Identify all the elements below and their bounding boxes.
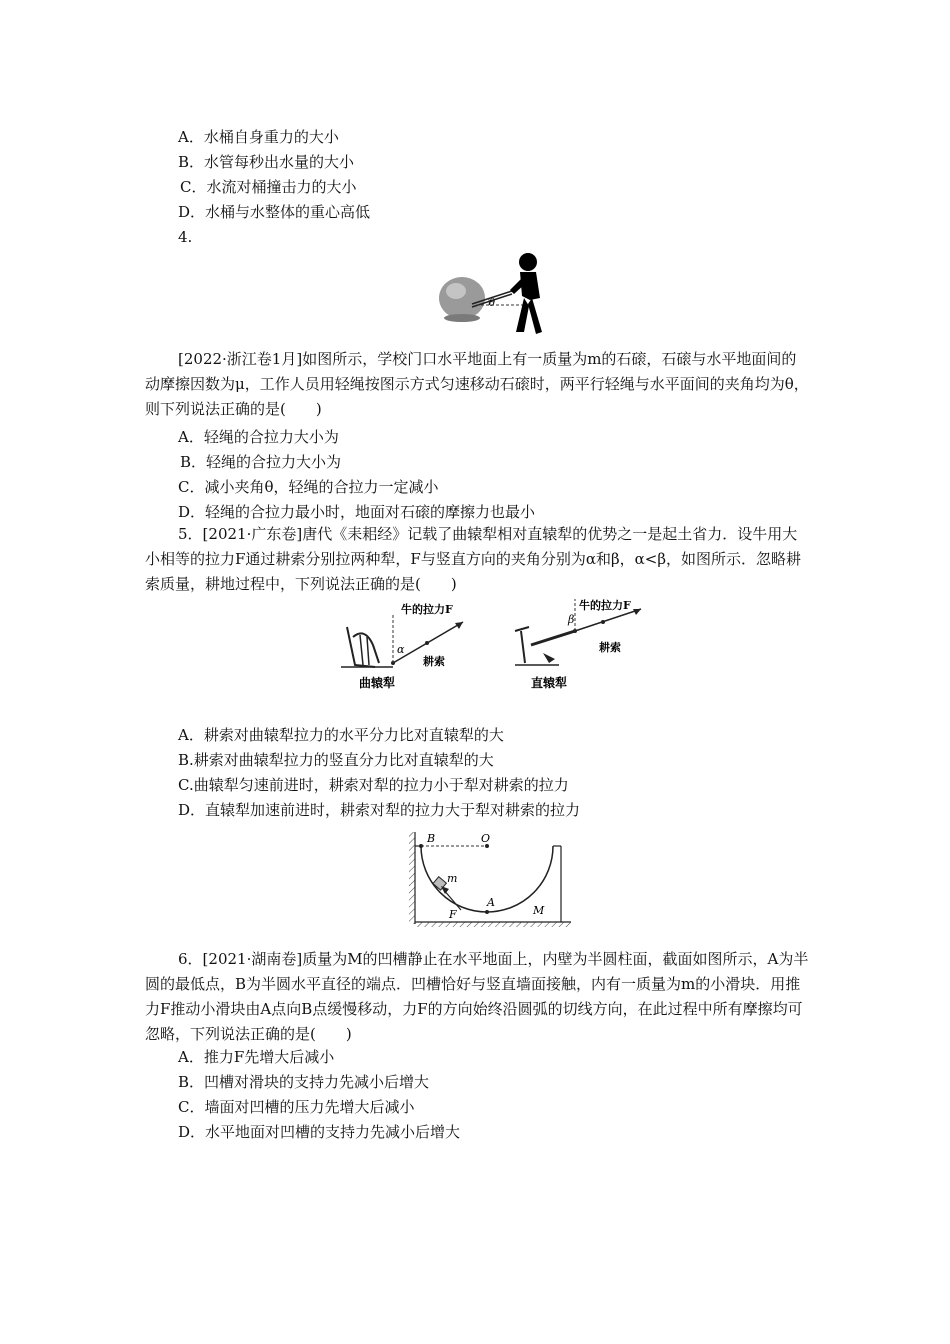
- q5-option-c: C.曲辕犁匀速前进时，耕索对犁的拉力小于犁对耕索的拉力: [178, 776, 569, 794]
- point-a-label: A: [487, 896, 495, 909]
- q6-option-c: C．墙面对凹槽的压力先增大后减小: [178, 1098, 415, 1116]
- straight-plow-diagram: [515, 598, 641, 690]
- q6-option-a: A．推力F先增大后减小: [178, 1048, 335, 1066]
- q4-stem: [2022·浙江卷1月]如图所示，学校门口水平地面上有一质量为m的石磙，石磙与水平地面间的动摩擦因数为μ，工作人员用轻绳按图示方式匀速移动石磙时，两平行轻绳与水平面间的夹角均为θ，则下列说法正确的是( ): [145, 350, 809, 418]
- q4-figure: [432, 248, 550, 338]
- q6-option-d: D．水平地面对凹槽的支持力先减小后增大: [178, 1123, 461, 1141]
- beta-label: β: [568, 613, 575, 626]
- q4-option-b: B．轻绳的合拉力大小为: [180, 453, 342, 471]
- q3-option-a: A．水桶自身重力的大小: [178, 128, 339, 146]
- left-rope-label: 耕索: [423, 655, 445, 668]
- right-rope-label: 耕索: [599, 641, 621, 654]
- curved-plow-diagram: [341, 602, 463, 690]
- wall: [409, 832, 415, 924]
- q4-option-c: C．减小夹角θ，轻绳的合拉力一定减小: [178, 478, 439, 496]
- worker-silhouette: [510, 253, 542, 334]
- right-force-label: 牛的拉力F: [579, 599, 631, 612]
- q5-option-a: A．耕索对曲辕犁拉力的水平分力比对直辕犁的大: [178, 726, 504, 744]
- stone-roller: [439, 277, 485, 319]
- point-b-label: B: [427, 832, 436, 845]
- q3-option-d: D．水桶与水整体的重心高低: [178, 203, 371, 221]
- left-force-label: 牛的拉力F: [401, 603, 453, 616]
- q6-figure: [405, 826, 575, 928]
- q3-option-b: B．水管每秒出水量的大小: [178, 153, 355, 171]
- q6-stem: 6．[2021·湖南卷]质量为M的凹槽静止在水平地面上，内壁为半圆柱面，截面如图所示，A为半圆的最低点，B为半圆水平直径的端点．凹槽恰好与竖直墙面接触，内有一质量为m的小滑块．用推力F推动小滑块由A点向B点缓慢移动，力F的方向始终沿圆弧的切线方向，在此过程中所有摩擦均可忽略，下列说法正确的是( ): [145, 950, 809, 1043]
- curved-plow-caption: 曲辕犁: [359, 676, 396, 690]
- q5-stem: 5．[2021·广东卷]唐代《耒耜经》记载了曲辕犁相对直辕犁的优势之一是起土省力．设牛用大小相等的拉力F通过耕索分别拉两种犁，F与竖直方向的夹角分别为α和β，α<β，如图所示．忽略耕索质量，耕地过程中，下列说法正确的是( ): [145, 525, 801, 593]
- alpha-label: α: [397, 643, 405, 656]
- q5-option-b: B.耕索对曲辕犁拉力的竖直分力比对直辕犁的大: [178, 751, 494, 769]
- mass-m-label: m: [447, 872, 458, 885]
- straight-plow-caption: 直辕犁: [531, 676, 568, 690]
- q4-option-a: A．轻绳的合拉力大小为: [178, 428, 339, 446]
- ground: [415, 922, 571, 927]
- q4-option-d: D．轻绳的合拉力最小时，地面对石磙的摩擦力也最小: [178, 503, 536, 521]
- q6-option-b: B．凹槽对滑块的支持力先减小后增大: [178, 1073, 430, 1091]
- q3-option-c: C．水流对桶撞击力的大小: [180, 178, 357, 196]
- q4-number: 4.: [178, 228, 193, 246]
- point-o-label: O: [481, 832, 491, 845]
- q5-option-d: D．直辕犁加速前进时，耕索对犁的拉力大于犁对耕索的拉力: [178, 801, 581, 819]
- force-f-label: F: [449, 908, 457, 921]
- q5-figure: [335, 597, 660, 697]
- mass-big-m-label: M: [533, 904, 545, 917]
- q4-theta-label: θ: [489, 298, 496, 309]
- straight-plow-rope: [575, 609, 641, 631]
